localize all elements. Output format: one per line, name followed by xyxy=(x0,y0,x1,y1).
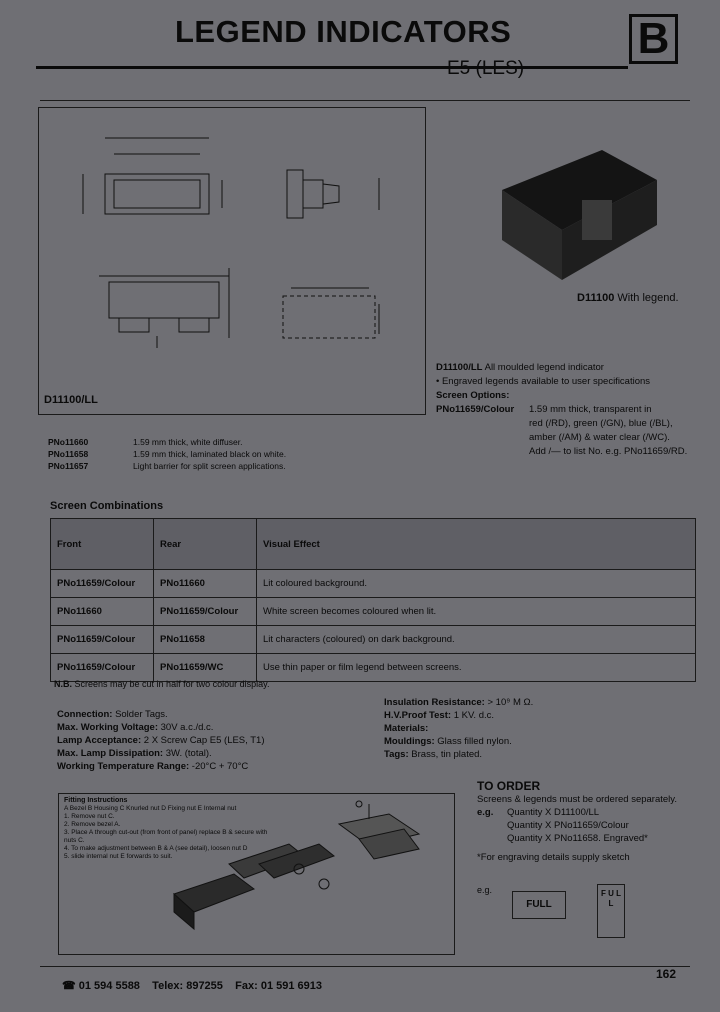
product-photo xyxy=(482,130,682,290)
part-number-code: PNo11660 xyxy=(48,437,89,447)
photo-caption-text: With legend. xyxy=(617,292,679,304)
screen-option-text1: 1.59 mm thick, transparent in xyxy=(529,404,652,415)
screen-option-text4: Add /— to list No. e.g. PNo11659/RD. xyxy=(529,446,688,457)
page-number: 162 xyxy=(656,967,677,981)
spec-label: Tags: xyxy=(384,749,409,760)
order-item: Quantity X PNo11658. Engraved* xyxy=(507,833,648,844)
screen-combinations-title: Screen Combinations xyxy=(50,500,164,512)
screen-option-row xyxy=(436,403,687,417)
part-number-text: 1.59 mm thick, laminated black on white. xyxy=(133,449,287,459)
specs-left xyxy=(57,708,265,773)
part-number-text: 1.59 mm thick, white diffuser. xyxy=(133,437,243,447)
spec-label: H.V.Proof Test: xyxy=(384,710,452,721)
section-letter-badge: B xyxy=(629,14,678,64)
spec-label: Connection: xyxy=(57,709,113,720)
fitting-line: 4. To make adjustment between B & A (see detail), loosen nut D xyxy=(64,845,248,852)
header-rule xyxy=(36,66,628,69)
footer-telex: Telex: 897255 xyxy=(152,980,223,992)
fitting-line: A Bezel B Housing C Knurled nut D Fixing nut E Internal nut xyxy=(64,805,237,812)
part-number-list xyxy=(48,436,286,472)
nb-note xyxy=(54,679,269,689)
spec-value: Solder Tags. xyxy=(115,709,168,720)
cell-rear: PNo11659/Colour xyxy=(154,598,257,626)
spec-row xyxy=(384,735,533,748)
table-row xyxy=(51,570,696,598)
page-subtitle: E5 (LES) xyxy=(447,58,525,79)
description-block xyxy=(436,361,687,459)
photo-caption xyxy=(577,292,679,304)
drawing-label: D11100/LL xyxy=(44,394,98,406)
fitting-line: 5. slide internal nut E forwards to suit. xyxy=(64,853,173,860)
table-row xyxy=(51,598,696,626)
footer-rule xyxy=(40,966,690,967)
cell-visual: White screen becomes coloured when lit. xyxy=(257,598,696,626)
fitting-line: nuts C. xyxy=(64,837,85,844)
order-item: Quantity X D11100/LL xyxy=(507,807,600,818)
description-code: D11100/LL xyxy=(436,362,483,373)
cell-front: PNo11659/Colour xyxy=(51,626,154,654)
header-front: Front xyxy=(51,519,154,570)
screen-option-code: PNo11659/Colour xyxy=(436,404,515,415)
engraving-example-vertical: F U L L xyxy=(597,884,625,938)
to-order-block xyxy=(477,780,677,864)
cell-rear: PNo11658 xyxy=(154,626,257,654)
order-line: Screens & legends must be ordered separately. xyxy=(477,794,677,805)
spec-label: Max. Lamp Dissipation: xyxy=(57,748,164,759)
screen-options-label: Screen Options: xyxy=(436,390,510,401)
cell-front: PNo11660 xyxy=(51,598,154,626)
part-number-row xyxy=(48,436,286,448)
photo-caption-code: D11100 xyxy=(577,292,615,304)
part-number-row xyxy=(48,448,286,460)
cell-visual: Use thin paper or film legend between screens. xyxy=(257,654,696,682)
order-line xyxy=(477,806,677,819)
spec-value: 3W. (total). xyxy=(165,748,212,759)
screen-option-text2: red (/RD), green (/GN), blue (/BL), xyxy=(529,418,673,429)
cell-visual: Lit characters (coloured) on dark background. xyxy=(257,626,696,654)
spec-label: Working Temperature Range: xyxy=(57,761,190,772)
spec-row xyxy=(57,760,265,773)
spec-row xyxy=(384,696,533,709)
spec-row xyxy=(57,734,265,747)
description-line2: • Engraved legends available to user specifications xyxy=(436,376,651,387)
technical-drawing xyxy=(38,107,426,415)
spec-row xyxy=(57,708,265,721)
part-number-code: PNo11658 xyxy=(48,449,89,459)
spec-row xyxy=(57,747,265,760)
cell-front: PNo11659/Colour xyxy=(51,654,154,682)
table-header-row xyxy=(51,519,696,570)
order-eg-label: e.g. xyxy=(477,807,494,818)
spec-value: -20°C + 70°C xyxy=(191,761,249,772)
fitting-title: Fitting Instructions xyxy=(64,797,128,804)
nb-text: Screens may be cut in half for two colour display. xyxy=(74,679,270,689)
spec-value: 30V a.c./d.c. xyxy=(160,722,214,733)
screen-option-text3: amber (/AM) & water clear (/WC). xyxy=(529,432,670,443)
spec-row xyxy=(384,709,533,722)
spec-row xyxy=(384,748,533,761)
dimension-drawing-svg xyxy=(39,108,425,414)
part-number-text: Light barrier for split screen applications. xyxy=(133,461,286,471)
part-number-code: PNo11657 xyxy=(48,461,89,471)
description-text: All moulded legend indicator xyxy=(484,362,604,373)
cell-rear: PNo11660 xyxy=(154,570,257,598)
part-number-row xyxy=(48,460,286,472)
to-order-title: TO ORDER xyxy=(477,779,541,793)
footer-fax: Fax: 01 591 6913 xyxy=(235,980,323,992)
description-line1 xyxy=(436,361,687,375)
spec-value: > 10⁹ M Ω. xyxy=(487,697,534,708)
divider-line xyxy=(40,100,690,101)
cell-rear: PNo11659/WC xyxy=(154,654,257,682)
screen-combinations-table xyxy=(50,518,696,682)
front-view-window xyxy=(114,180,200,208)
spec-value: 2 X Screw Cap E5 (LES, T1) xyxy=(143,735,265,746)
order-item: Quantity X PNo11659/Colour xyxy=(507,820,629,831)
engraving-note: *For engraving details supply sketch xyxy=(477,852,630,863)
specs-right xyxy=(384,696,533,761)
engraving-example-horizontal: FULL xyxy=(512,891,566,919)
spec-row xyxy=(57,721,265,734)
cell-front: PNo11659/Colour xyxy=(51,570,154,598)
table-row xyxy=(51,626,696,654)
spec-value: 1 KV. d.c. xyxy=(453,710,495,721)
spec-label: Lamp Acceptance: xyxy=(57,735,142,746)
product-image-svg xyxy=(482,130,682,290)
spec-value: Brass, tin plated. xyxy=(411,749,483,760)
spec-label: Materials: xyxy=(384,723,429,734)
cell-visual: Lit coloured background. xyxy=(257,570,696,598)
table-row xyxy=(51,654,696,682)
fitting-line: 1. Remove nut C. xyxy=(64,813,115,820)
spec-label: Max. Working Voltage: xyxy=(57,722,158,733)
footer-phone: ☎ 01 594 5588 xyxy=(62,980,140,992)
page-title: LEGEND INDICATORS xyxy=(175,14,512,49)
spec-row xyxy=(384,722,533,735)
fitting-line: 2. Remove bezel A. xyxy=(64,821,121,828)
header-visual-effect: Visual Effect xyxy=(257,519,696,570)
fitting-instructions-text xyxy=(64,797,284,861)
spec-label: Mouldings: xyxy=(384,736,435,747)
engraving-eg-label: e.g. xyxy=(477,885,493,895)
nb-label: N.B. xyxy=(54,679,72,689)
spec-value: Glass filled nylon. xyxy=(437,736,512,747)
footer-contact xyxy=(62,979,322,992)
spec-label: Insulation Resistance: xyxy=(384,697,485,708)
fitting-line: 3. Place A through cut-out (from front of panel) replace B & secure with xyxy=(64,829,268,836)
header-rear: Rear xyxy=(154,519,257,570)
